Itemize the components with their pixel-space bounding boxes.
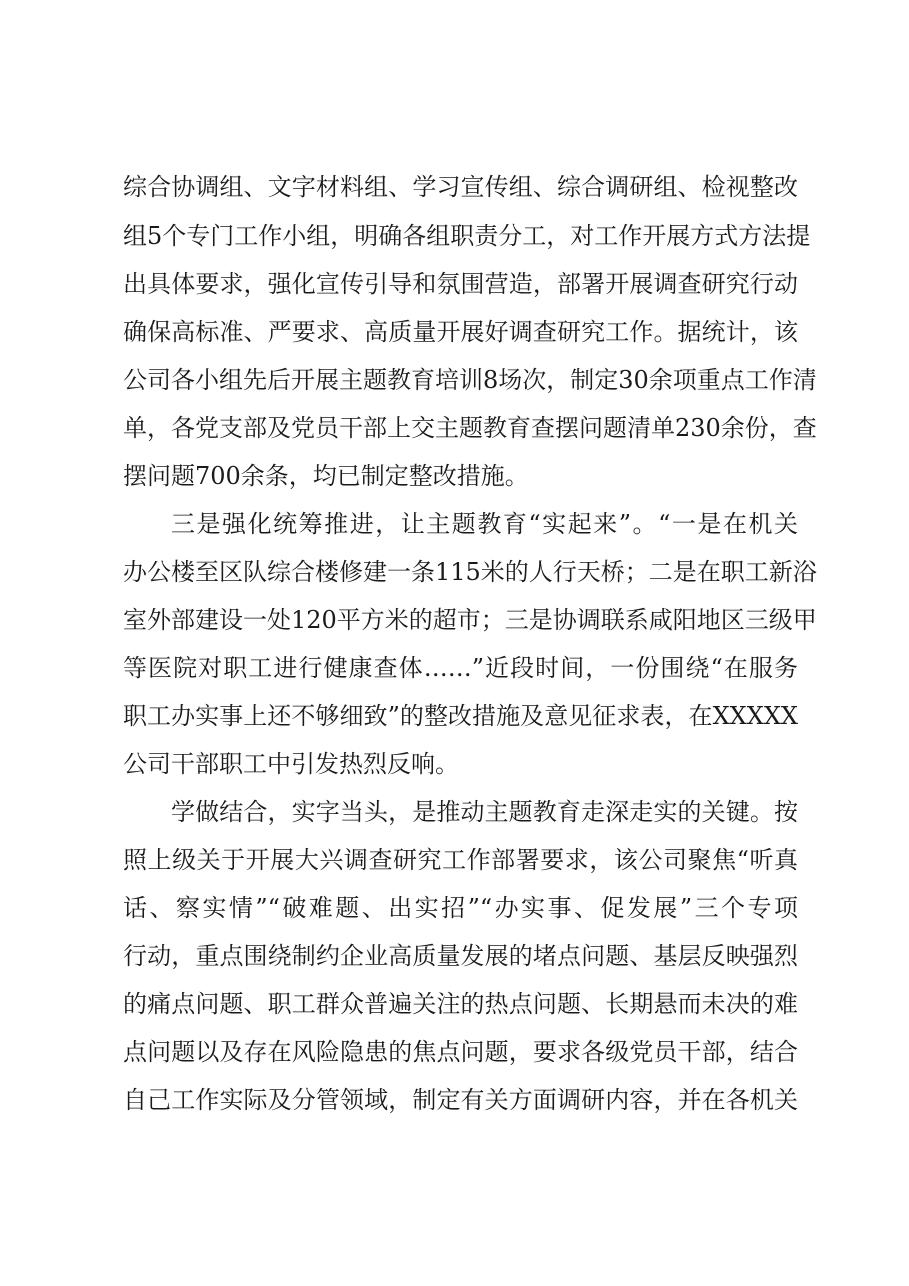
- text-line: 摆问题700余条，均已制定整改措施。: [123, 462, 529, 490]
- text-line: 办公楼至区队综合楼修建一条115米的人行天桥；二是在职工新浴: [123, 558, 817, 586]
- text-line: 点问题以及存在风险隐患的焦点问题，要求各级党员干部，结合: [123, 1038, 798, 1066]
- text-line: 自己工作实际及分管领域，制定有关方面调研内容，并在各机关: [123, 1086, 798, 1114]
- text-line: 公司各小组先后开展主题教育培训8场次，制定30余项重点工作清: [123, 366, 817, 394]
- text-line: 单，各党支部及党员干部上交主题教育查摆问题清单230余份，查: [123, 414, 817, 442]
- text-line: 话、察实情”“破难题、出实招”“办实事、促发展”三个专项: [123, 894, 798, 922]
- text-line: 综合协调组、文字材料组、学习宣传组、综合调研组、检视整改: [123, 173, 798, 201]
- text-line: 室外部建设一处120平方米的超市；三是协调联系咸阳地区三级甲: [123, 606, 817, 634]
- text-line: 确保高标准、严要求、高质量开展好调查研究工作。据统计，该: [123, 318, 798, 346]
- paragraph-first-line: 三是强化统筹推进，让主题教育“实起来”。“一是在机关: [171, 510, 798, 538]
- text-line: 出具体要求，强化宣传引导和氛围营造，部署开展调查研究行动: [123, 270, 798, 298]
- text-line: 照上级关于开展大兴调查研究工作部署要求，该公司聚焦“听真: [123, 846, 798, 874]
- text-line: 职工办实事上还不够细致”的整改措施及意见征求表，在XXXXX: [123, 702, 798, 730]
- text-line: 行动，重点围绕制约企业高质量发展的堵点问题、基层反映强烈: [123, 942, 798, 970]
- paragraph-first-line: 学做结合，实字当头，是推动主题教育走深走实的关键。按: [171, 798, 798, 826]
- text-line: 组5个专门工作小组，明确各组职责分工，对工作开展方式方法提: [123, 222, 811, 250]
- text-line: 等医院对职工进行健康查体……”近段时间，一份围绕“在服务: [123, 654, 798, 682]
- text-line: 的痛点问题、职工群众普遍关注的热点问题、长期悬而未决的难: [123, 990, 798, 1018]
- text-line: 公司干部职工中引发热烈反响。: [123, 750, 459, 778]
